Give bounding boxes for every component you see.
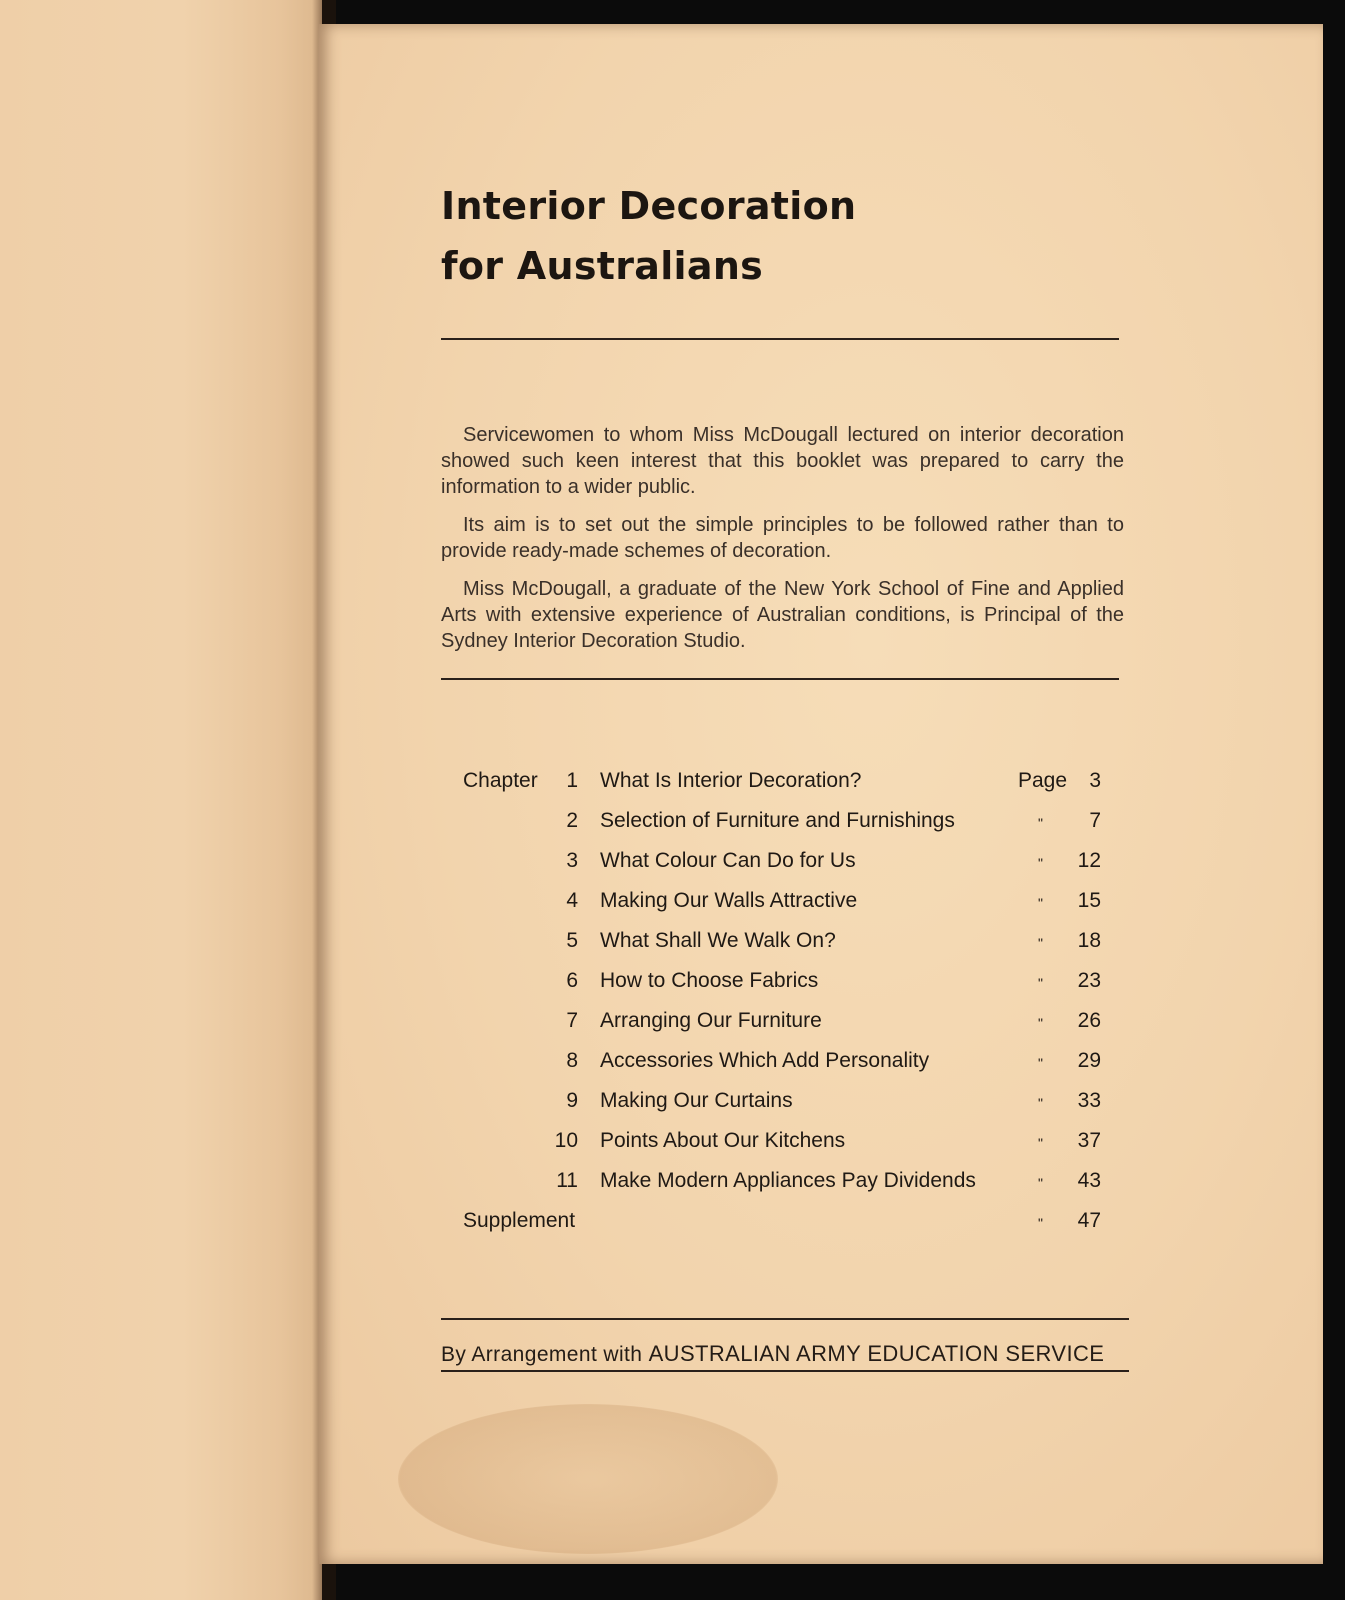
chapter-number: 6 xyxy=(566,969,578,992)
intro-paragraph: Its aim is to set out the simple principles to be followed rather than to provide ready-made schemes of decoration. xyxy=(441,514,1124,562)
chapter-number: 5 xyxy=(566,929,578,952)
chapter-title: Points About Our Kitchens xyxy=(600,1129,846,1152)
ditto-mark: " xyxy=(1038,815,1043,831)
page-title xyxy=(441,176,856,296)
toc-row xyxy=(463,1169,1123,1209)
chapter-number: 9 xyxy=(566,1089,578,1112)
page-label: Page xyxy=(1018,769,1068,792)
ditto-mark: " xyxy=(1038,1015,1043,1031)
water-stain xyxy=(398,1404,778,1554)
title-line-2: for Australians xyxy=(441,244,764,288)
left-page xyxy=(0,0,330,1600)
intro-paragraph: Miss McDougall, a graduate of the New York School of Fine and Applied Arts with extensive experience of Australian conditions, is Principal of the Sydney Interior Decoration Studio. xyxy=(441,578,1124,652)
ditto-mark: " xyxy=(1038,1095,1043,1111)
ditto-mark: " xyxy=(1038,895,1043,911)
toc-row xyxy=(463,1089,1123,1129)
toc-row xyxy=(463,849,1123,889)
page-number: 26 xyxy=(1077,1009,1101,1032)
chapter-title: Accessories Which Add Personality xyxy=(600,1049,930,1072)
chapter-label: Chapter xyxy=(463,769,538,792)
ditto-mark: " xyxy=(1038,1135,1043,1151)
toc-row xyxy=(463,809,1123,849)
publisher-credit xyxy=(441,1341,1104,1367)
toc-row-supplement xyxy=(463,1209,1123,1249)
toc-row xyxy=(463,1049,1123,1089)
chapter-title: Making Our Curtains xyxy=(600,1089,793,1112)
top-divider xyxy=(441,338,1119,340)
page-number: 3 xyxy=(1089,769,1101,792)
toc-row xyxy=(463,1129,1123,1169)
chapter-number: 2 xyxy=(566,809,578,832)
chapter-number: 1 xyxy=(566,769,578,792)
chapter-number: 7 xyxy=(566,1009,578,1032)
page-number: 47 xyxy=(1077,1209,1101,1232)
chapter-title: Make Modern Appliances Pay Dividends xyxy=(600,1169,976,1192)
supplement-label: Supplement xyxy=(463,1209,576,1232)
chapter-number: 11 xyxy=(556,1169,578,1192)
ditto-mark: " xyxy=(1038,975,1043,991)
intro-paragraph: Servicewomen to whom Miss McDougall lectured on interior decoration showed such keen interest that this booklet was prepared to carry the information to a wider public. xyxy=(441,424,1124,498)
ditto-mark: " xyxy=(1038,855,1043,871)
footer-top-divider xyxy=(441,1318,1129,1320)
page-number: 43 xyxy=(1077,1169,1101,1192)
chapter-title: How to Choose Fabrics xyxy=(600,969,819,992)
page-number: 33 xyxy=(1077,1089,1101,1112)
page-number: 12 xyxy=(1077,849,1101,872)
chapter-title: Arranging Our Furniture xyxy=(600,1009,822,1032)
chapter-title: Selection of Furniture and Furnishings xyxy=(600,809,955,832)
middle-divider xyxy=(441,678,1119,680)
right-page xyxy=(318,24,1323,1564)
chapter-title: What Shall We Walk On? xyxy=(600,929,836,952)
credit-organisation: AUSTRALIAN ARMY EDUCATION SERVICE xyxy=(648,1341,1105,1366)
chapter-title: What Colour Can Do for Us xyxy=(600,849,856,872)
ditto-mark: " xyxy=(1038,1215,1043,1231)
page-number: 23 xyxy=(1077,969,1101,992)
ditto-mark: " xyxy=(1038,1175,1043,1191)
toc-row xyxy=(463,1009,1123,1049)
toc-row xyxy=(463,969,1123,1009)
ditto-mark: " xyxy=(1038,935,1043,951)
table-of-contents xyxy=(463,769,1123,1249)
page-number: 29 xyxy=(1077,1049,1101,1072)
page-number: 18 xyxy=(1077,929,1101,952)
credit-prefix: By Arrangement with xyxy=(441,1343,643,1366)
chapter-number: 8 xyxy=(566,1049,578,1072)
ditto-mark: " xyxy=(1038,1055,1043,1071)
page-number: 37 xyxy=(1077,1129,1101,1152)
toc-row xyxy=(463,769,1123,809)
chapter-title: What Is Interior Decoration? xyxy=(600,769,862,792)
chapter-number: 3 xyxy=(566,849,578,872)
footer-bottom-divider xyxy=(441,1370,1129,1372)
chapter-number: 10 xyxy=(554,1129,578,1152)
page-number: 7 xyxy=(1089,809,1101,832)
page-number: 15 xyxy=(1077,889,1101,912)
toc-row xyxy=(463,889,1123,929)
toc-row xyxy=(463,929,1123,969)
title-line-1: Interior Decoration xyxy=(441,184,857,228)
chapter-title: Making Our Walls Attractive xyxy=(600,889,858,912)
chapter-number: 4 xyxy=(566,889,578,912)
intro-text xyxy=(441,422,1124,666)
